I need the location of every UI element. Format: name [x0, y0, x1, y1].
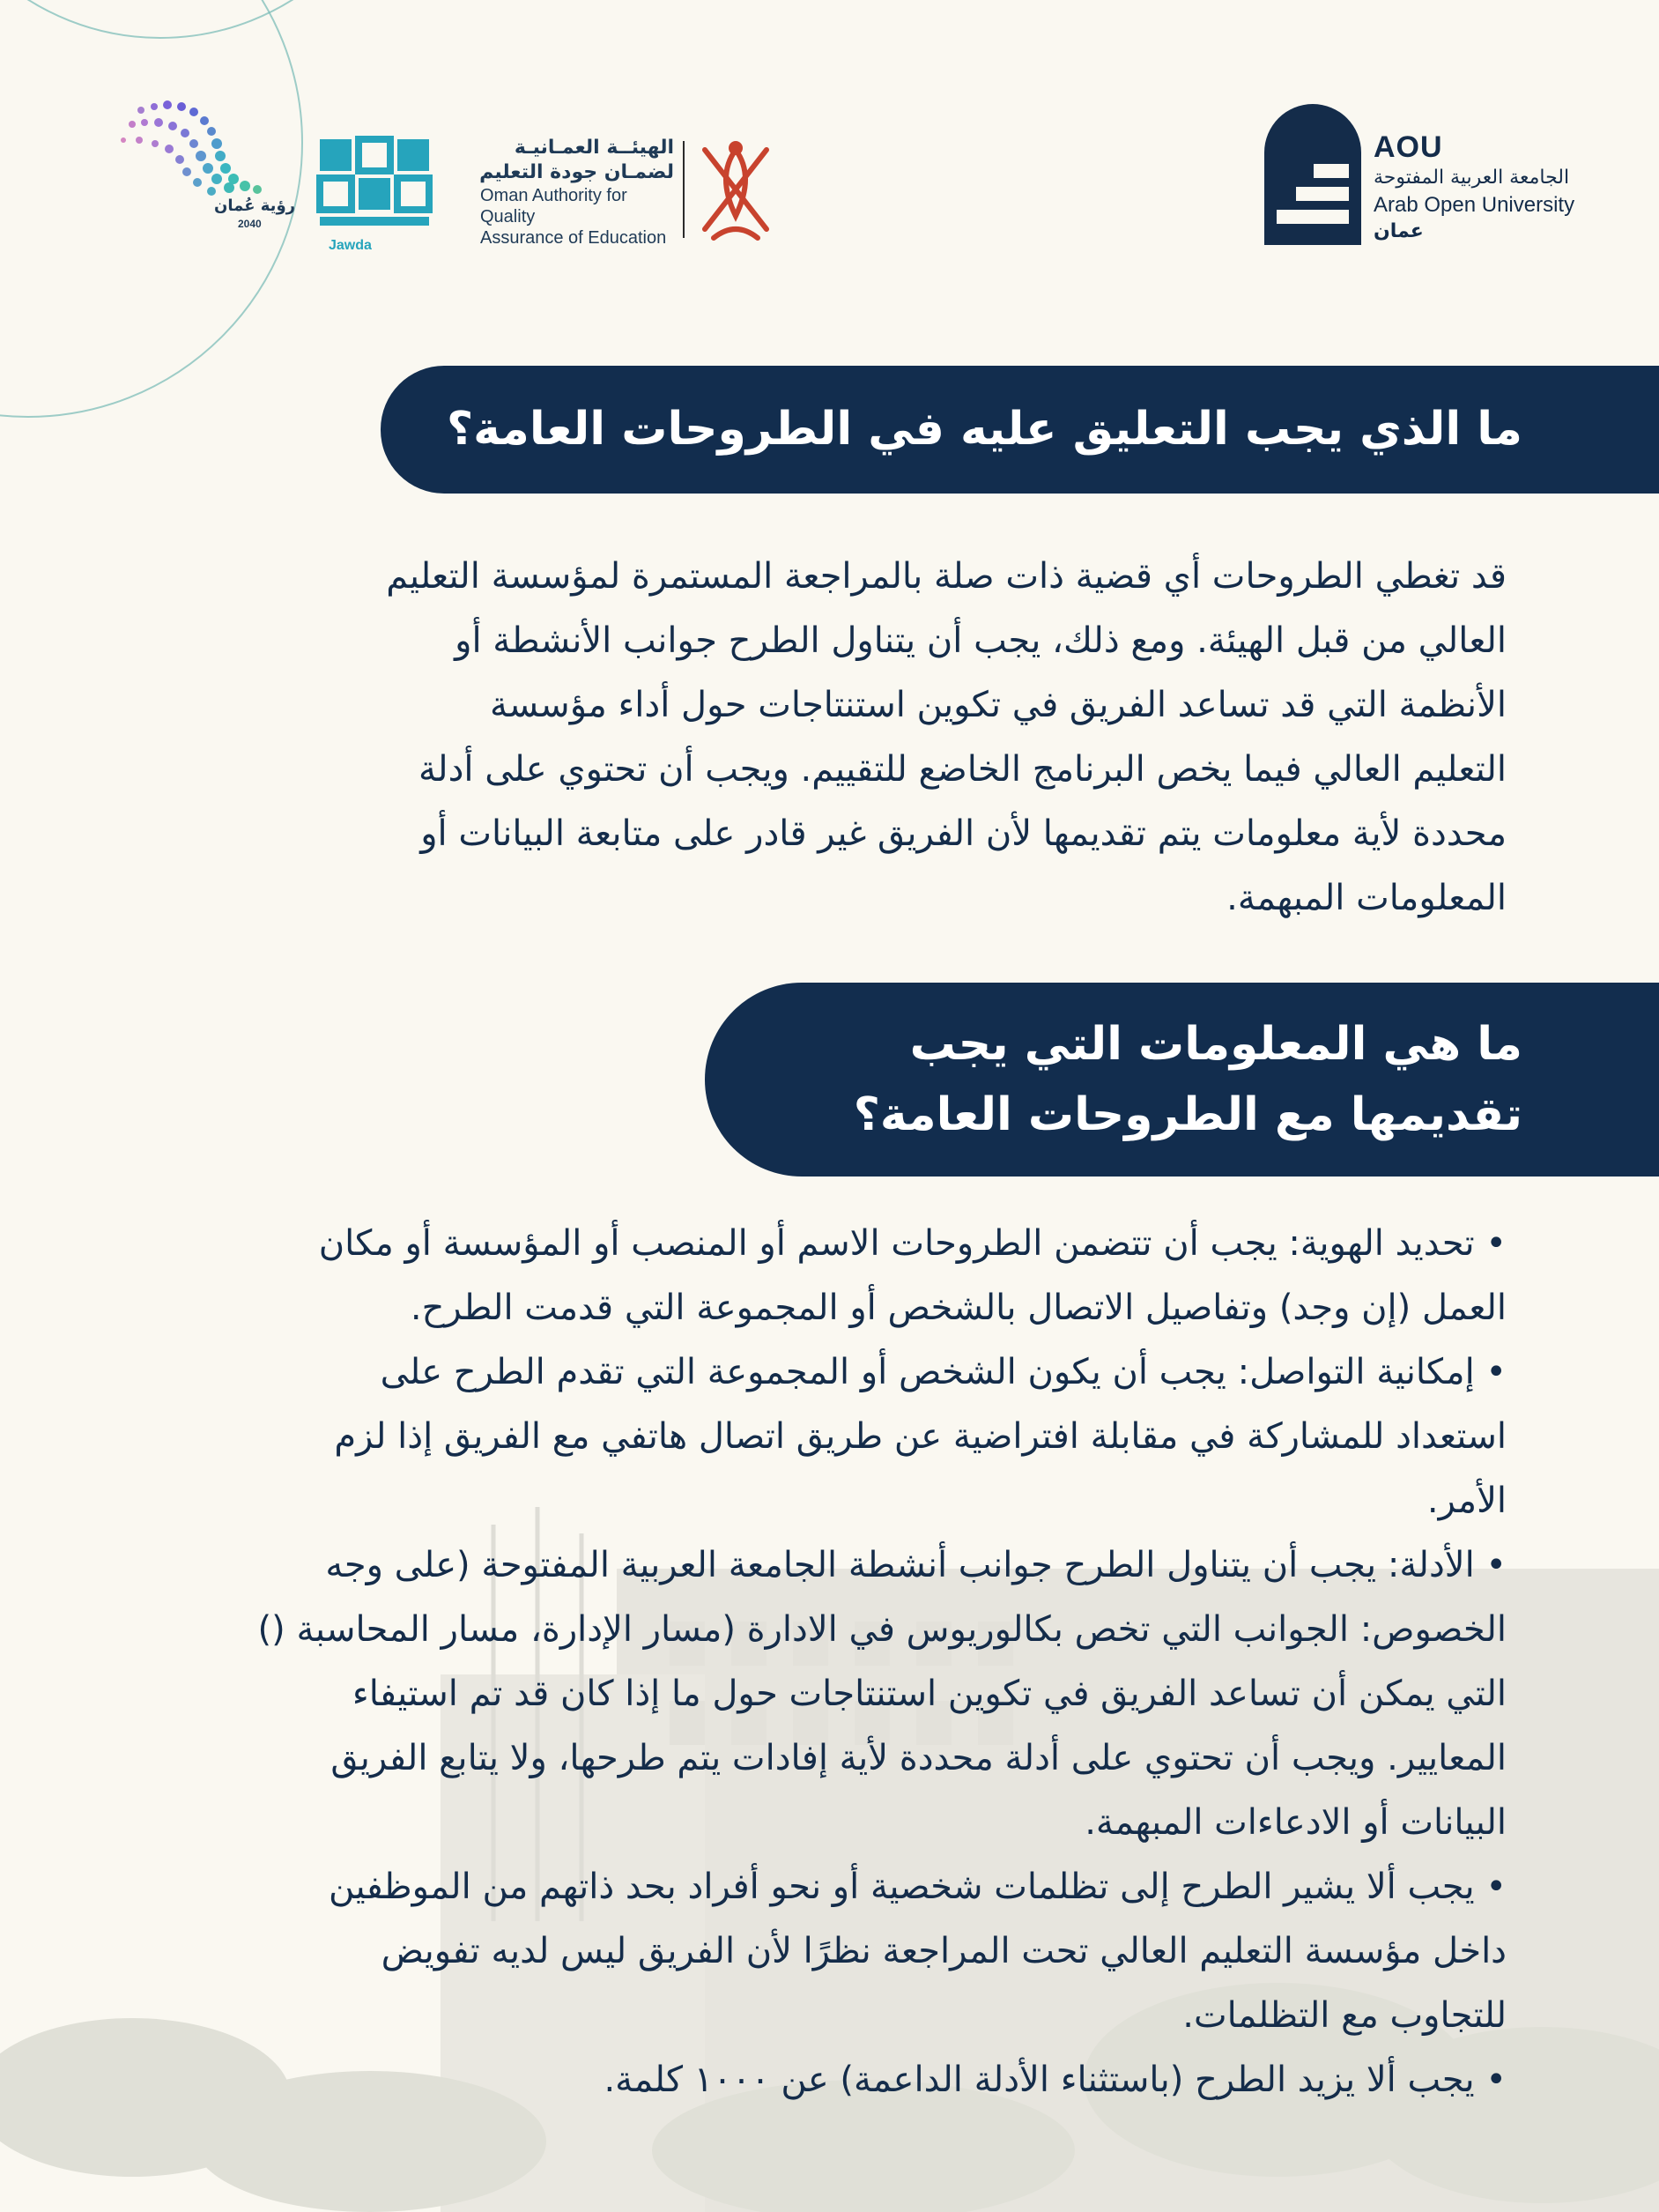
jawda-label: Jawda: [329, 238, 372, 253]
section2-bullet-list: [150, 1212, 1507, 2112]
bullet-line: الخصوص: الجوانب التي تخص بكالوريوس في الادارة (مسار الإدارة، مسار المحاسبة (): [257, 1609, 1507, 1650]
bullet-line: التي يمكن أن تساعد الفريق في تكوين استنتاجات حول ما إذا كان قد تم استيفاء: [352, 1674, 1507, 1714]
paragraph-line: الأنظمة التي قد تساعد الفريق في تكوين استنتاجات حول أداء مؤسسة: [490, 685, 1507, 725]
aou-branch: عمان: [1374, 220, 1424, 242]
aou-abbreviation: AOU: [1374, 130, 1443, 164]
vision-year: 2040: [238, 218, 262, 230]
paragraph-line: العالي من قبل الهيئة. ومع ذلك، يجب أن يتناول الطرح جوانب الأنشطة أو: [455, 620, 1507, 661]
section1-title-banner: [381, 366, 1659, 494]
bullet-line: البيانات أو الادعاءات المبهمة.: [1085, 1802, 1507, 1843]
bullet-line: للتجاوب مع التظلمات.: [1182, 1995, 1507, 2036]
oaaqa-name-arabic-line2: لضمـان جودة التعليم: [479, 161, 674, 183]
vision-name: رؤية عُمان: [214, 197, 295, 215]
bullet-line: داخل مؤسسة التعليم العالي تحت المراجعة نظرًا لأن الفريق ليس لديه تفويض: [381, 1931, 1507, 1971]
bullet-line: • تحديد الهوية: يجب أن تتضمن الطروحات الاسم أو المنصب أو المؤسسة أو مكان: [318, 1223, 1507, 1264]
oaaqa-name-english-line1: Oman Authority for Quality: [480, 186, 627, 226]
bullet-line: • الأدلة: يجب أن يتناول الطرح جوانب أنشطة الجامعة العربية المفتوحة (على وجه: [325, 1545, 1507, 1585]
bullet-line: • إمكانية التواصل: يجب أن يكون الشخص أو المجموعة التي تقدم الطرح على: [380, 1352, 1507, 1392]
bullet-line: • يجب ألا يزيد الطرح (باستثناء الأدلة الداعمة) عن ١٠٠٠ كلمة.: [604, 2060, 1507, 2100]
paragraph-line: المعلومات المبهمة.: [1226, 878, 1507, 918]
bullet-line: المعايير. ويجب أن تحتوي على أدلة محددة لأية إفادات يتم طرحها، ولا يتابع الفريق: [330, 1738, 1507, 1778]
bullet-line: العمل (إن وجد) وتفاصيل الاتصال بالشخص أو المجموعة التي قدمت الطرح.: [410, 1288, 1507, 1328]
section1-title: ما الذي يجب التعليق عليه في الطروحات العامة؟: [446, 403, 1522, 456]
section2-title-banner: [705, 983, 1659, 1177]
aou-emblem-icon: [1264, 104, 1361, 245]
paragraph-line: التعليم العالي فيما يخص البرنامج الخاضع للتقييم. ويجب أن تحتوي على أدلة: [418, 749, 1507, 790]
paragraph-line: محددة لأية معلومات يتم تقديمها لأن الفريق غير قادر على متابعة البيانات أو: [420, 813, 1507, 854]
oaaqa-name-arabic-line1: الهيئــة العمـانيـة: [514, 137, 674, 159]
jawda-icon: [313, 132, 445, 238]
aou-name-arabic: الجامعة العربية المفتوحة: [1374, 167, 1570, 189]
bullet-line: استعداد للمشاركة في مقابلة افتراضية عن طريق اتصال هاتفي مع الفريق إذا لزم: [334, 1416, 1507, 1457]
bullet-line: الأمر.: [1426, 1481, 1507, 1521]
section2-title-line1: ما هي المعلومات التي يجب: [909, 1018, 1522, 1071]
aou-name-english: Arab Open University: [1374, 193, 1575, 217]
oaaqa-logo: [313, 132, 806, 256]
bullet-line: • يجب ألا يشير الطرح إلى تظلمات شخصية أو نحو أفراد بحد ذاتهم من الموظفين: [329, 1867, 1507, 1907]
oman-emblem-icon: [692, 132, 780, 247]
oman-vision-2040-logo: [88, 93, 317, 234]
section1-paragraph: [220, 545, 1507, 931]
paragraph-line: قد تغطي الطروحات أي قضية ذات صلة بالمراجعة المستمرة لمؤسسة التعليم: [386, 556, 1507, 597]
logo-divider: [683, 141, 685, 238]
section2-title-line2: تقديمها مع الطروحات العامة؟: [853, 1088, 1522, 1141]
aou-logo: [1264, 104, 1659, 254]
oaaqa-name-english-line2: Assurance of Education: [480, 228, 667, 248]
